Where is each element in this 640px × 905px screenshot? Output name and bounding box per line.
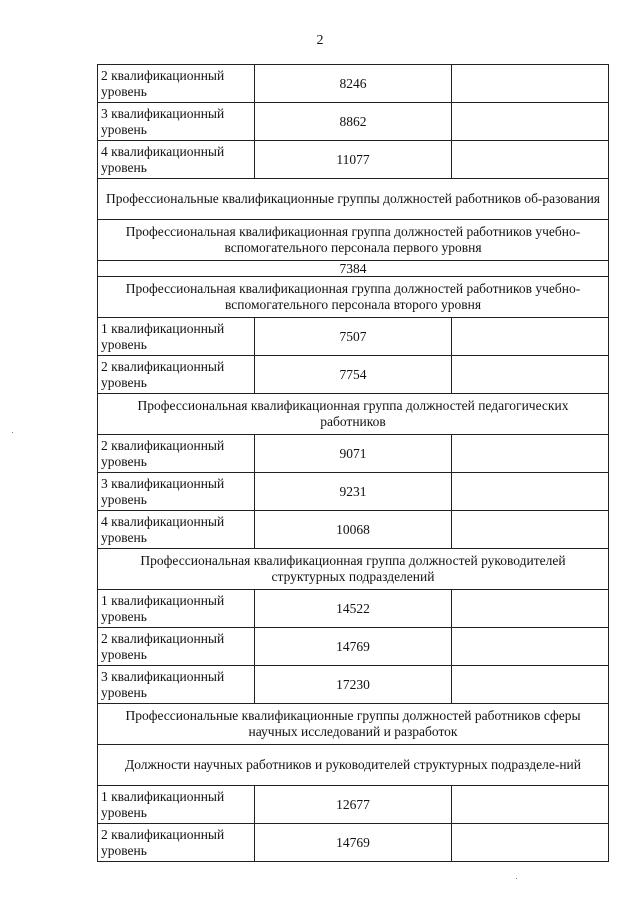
- qualification-level-cell: 1 квалификационный уровень: [98, 786, 255, 824]
- group-heading: Профессиональная квалификационная группа должностей руководителей структурных подразделений: [98, 549, 609, 590]
- qualification-level-cell: 4 квалификационный уровень: [98, 511, 255, 549]
- salary-value-cell: 7384: [98, 261, 609, 277]
- empty-cell: [452, 65, 609, 103]
- group-heading: Профессиональная квалификационная группа должностей педагогических работников: [98, 394, 609, 435]
- table-row: [98, 590, 609, 628]
- qualification-level-cell: 3 квалификационный уровень: [98, 666, 255, 704]
- empty-cell: [452, 666, 609, 704]
- empty-cell: [452, 435, 609, 473]
- salary-value-cell: 8246: [255, 65, 452, 103]
- salary-value-cell: 9231: [255, 473, 452, 511]
- scan-speck: [516, 878, 517, 879]
- group-heading-row: [98, 394, 609, 435]
- qualification-level-cell: 2 квалификационный уровень: [98, 824, 255, 862]
- group-heading: Профессиональная квалификационная группа должностей работников учебно-вспомогательного персонала второго уровня: [98, 277, 609, 318]
- salary-value-cell: 9071: [255, 435, 452, 473]
- salary-value-cell: 14522: [255, 590, 452, 628]
- group-heading: Профессиональная квалификационная группа должностей работников учебно-вспомогательного персонала первого уровня: [98, 220, 609, 261]
- empty-cell: [452, 511, 609, 549]
- section-heading: Профессиональные квалификационные группы должностей работников сферы научных исследований и разработок: [98, 704, 609, 745]
- group-heading-row: [98, 549, 609, 590]
- table-row: [98, 628, 609, 666]
- qualification-level-cell: 1 квалификационный уровень: [98, 590, 255, 628]
- qualification-level-cell: 2 квалификационный уровень: [98, 435, 255, 473]
- table-row: [98, 356, 609, 394]
- empty-cell: [452, 824, 609, 862]
- salary-value-cell: 14769: [255, 628, 452, 666]
- salary-value-cell: 12677: [255, 786, 452, 824]
- qualification-level-cell: 2 квалификационный уровень: [98, 628, 255, 666]
- single-value-row: [98, 261, 609, 277]
- qualification-level-cell: 2 квалификационный уровень: [98, 65, 255, 103]
- table-row: [98, 435, 609, 473]
- section-heading-row: [98, 704, 609, 745]
- salary-value-cell: 7754: [255, 356, 452, 394]
- group-heading: Должности научных работников и руководителей структурных подразделе-ний: [98, 745, 609, 786]
- page-number: 2: [316, 33, 324, 48]
- group-heading-row: [98, 220, 609, 261]
- table-row: [98, 473, 609, 511]
- salary-table: [97, 64, 609, 862]
- empty-cell: [452, 473, 609, 511]
- group-heading-row: [98, 745, 609, 786]
- table-row: [98, 65, 609, 103]
- table-row: [98, 318, 609, 356]
- scan-speck: [12, 432, 13, 433]
- empty-cell: [452, 103, 609, 141]
- salary-value-cell: 17230: [255, 666, 452, 704]
- empty-cell: [452, 356, 609, 394]
- qualification-level-cell: 3 квалификационный уровень: [98, 103, 255, 141]
- table-row: [98, 824, 609, 862]
- qualification-level-cell: 3 квалификационный уровень: [98, 473, 255, 511]
- qualification-level-cell: 4 квалификационный уровень: [98, 141, 255, 179]
- salary-value-cell: 14769: [255, 824, 452, 862]
- section-heading: Профессиональные квалификационные группы должностей работников об-разования: [98, 179, 609, 220]
- salary-value-cell: 7507: [255, 318, 452, 356]
- empty-cell: [452, 318, 609, 356]
- empty-cell: [452, 786, 609, 824]
- section-heading-row: [98, 179, 609, 220]
- qualification-level-cell: 1 квалификационный уровень: [98, 318, 255, 356]
- empty-cell: [452, 590, 609, 628]
- salary-value-cell: 10068: [255, 511, 452, 549]
- table-row: [98, 511, 609, 549]
- empty-cell: [452, 628, 609, 666]
- table-row: [98, 141, 609, 179]
- salary-value-cell: 11077: [255, 141, 452, 179]
- group-heading-row: [98, 277, 609, 318]
- table-row: [98, 786, 609, 824]
- qualification-level-cell: 2 квалификационный уровень: [98, 356, 255, 394]
- table-row: [98, 103, 609, 141]
- table-row: [98, 666, 609, 704]
- salary-value-cell: 8862: [255, 103, 452, 141]
- empty-cell: [452, 141, 609, 179]
